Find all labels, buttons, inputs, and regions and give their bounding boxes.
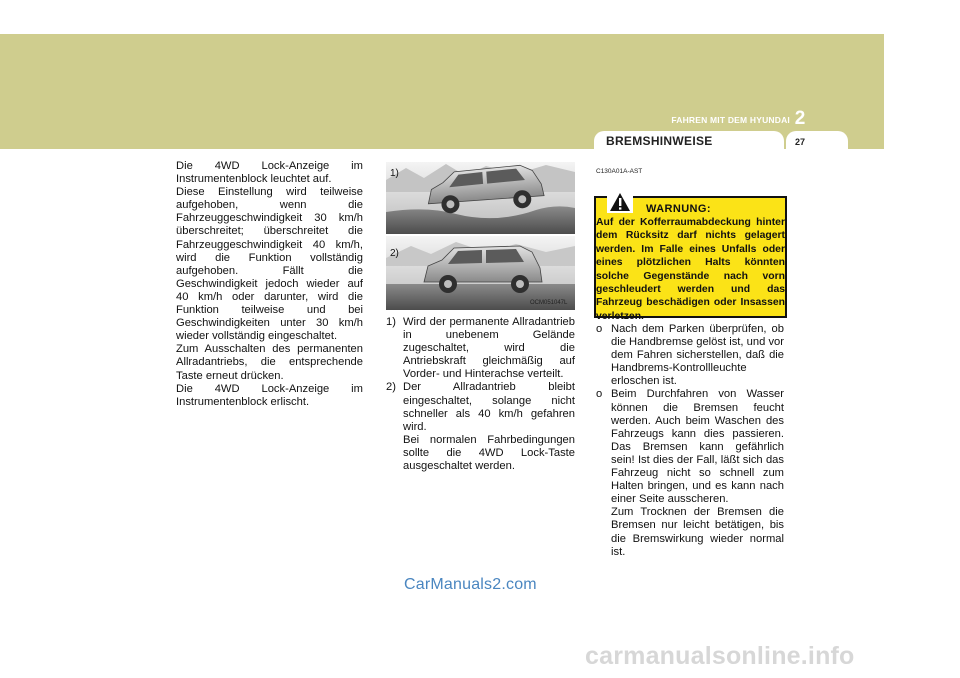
carmanuals-watermark[interactable]: CarManuals2.com xyxy=(404,576,537,593)
page-number-tab xyxy=(786,131,848,151)
list-item xyxy=(386,381,575,473)
column-1-text xyxy=(176,160,363,409)
list-extra-text: Bei normalen Fahrbedingungen sollte die 4WD Lock-Taste ausgeschaltet werden. xyxy=(403,433,575,473)
bullet-item xyxy=(596,323,784,388)
bullet-symbol: o xyxy=(596,323,603,335)
figure-label-2: 2) xyxy=(390,248,399,259)
bullet-item xyxy=(596,388,784,558)
bullet-extra-text: Zum Trocknen der Bremsen die Bremsen nur leicht betätigen, bis die Bremswirkung wieder normal ist. xyxy=(611,506,784,558)
list-text: Wird der permanente Allradantrieb in unebenem Gelände zugeschaltet, wird die Antriebskraft gleichmäßig auf Vorder- und Hinterachse verteilt. xyxy=(403,316,575,381)
paragraph: Diese Einstellung wird teilweise aufgehoben, wenn die Fahrzeuggeschwindigkeit 30 km/h überschreitet; überschreitet die Fahrzeuggeschwindigkeit 40 km/h, wird die Funktion vollständig aufgehoben. Fällt die Geschwindigkeit jedoch wieder auf 40 km/h oder darunter, wird die Funktion teilweise und bei Geschwindigkeiten unter 30 km/h wieder vollständig eingeschaltet. xyxy=(176,186,363,343)
warning-title: WARNUNG: xyxy=(646,203,711,215)
paragraph: Die 4WD Lock-Anzeige im Instrumentenblock leuchtet auf. xyxy=(176,160,363,186)
page-title-tab xyxy=(594,131,784,151)
column-2-list xyxy=(386,316,575,473)
page-number: 27 xyxy=(795,137,806,147)
bullet-text: Nach dem Parken überprüfen, ob die Handbremse gelöst ist, und vor dem Fahren sicherstellen, daß die Handbrems-Kontrollleuchte erloschen ist. xyxy=(611,323,784,388)
chapter-number: 2 xyxy=(794,108,806,129)
list-number: 1) xyxy=(386,316,396,328)
bullet-text: Beim Durchfahren von Wasser können die Bremsen feucht werden. Auch beim Waschen des Fahrzeugs kann dies passieren. Das Bremsen kann gefährlich sein! Ist dies der Fall, läßt sich das Fahrzeug nicht so schnell zum Halten bringen, und es kann nach einer Seite ausscheren. xyxy=(611,388,784,506)
figure-code: OCM051047L xyxy=(530,300,568,306)
list-text: Der Allradantrieb bleibt eingeschaltet, solange nicht schneller als 40 km/h gefahren wird. xyxy=(403,381,575,433)
list-number: 2) xyxy=(386,381,396,394)
figure-label-1: 1) xyxy=(390,168,399,179)
column-3-list xyxy=(596,323,784,559)
bullet-symbol: o xyxy=(596,388,603,401)
reference-code: C130A01A-AST xyxy=(596,168,643,175)
list-item xyxy=(386,316,575,381)
warning-text: Auf der Kofferraumabdeckung hinter dem Rücksitz darf nichts gelagert werden. Im Falle eines Unfalls oder eines plötzlichen Halts könnten solche Gegenstände nach vorn geschleudert werden und das Fahrzeug beschädigen oder Insassen verletzen. xyxy=(596,217,785,322)
paragraph: Die 4WD Lock-Anzeige im Instrumentenblock erlischt. xyxy=(176,382,363,408)
warning-box xyxy=(594,196,787,322)
footer-watermark: carmanualsonline.info xyxy=(585,642,855,670)
page-title: BREMSHINWEISE xyxy=(606,134,713,148)
warning-icon-backdrop xyxy=(607,191,633,213)
paragraph: Zum Ausschalten des permanenten Allradantriebs, die entsprechende Taste erneut drücken. xyxy=(176,343,363,382)
4wd-illustration xyxy=(386,162,575,310)
warning-triangle-icon xyxy=(609,192,631,212)
section-label: FAHREN MIT DEM HYUNDAI xyxy=(671,115,790,125)
